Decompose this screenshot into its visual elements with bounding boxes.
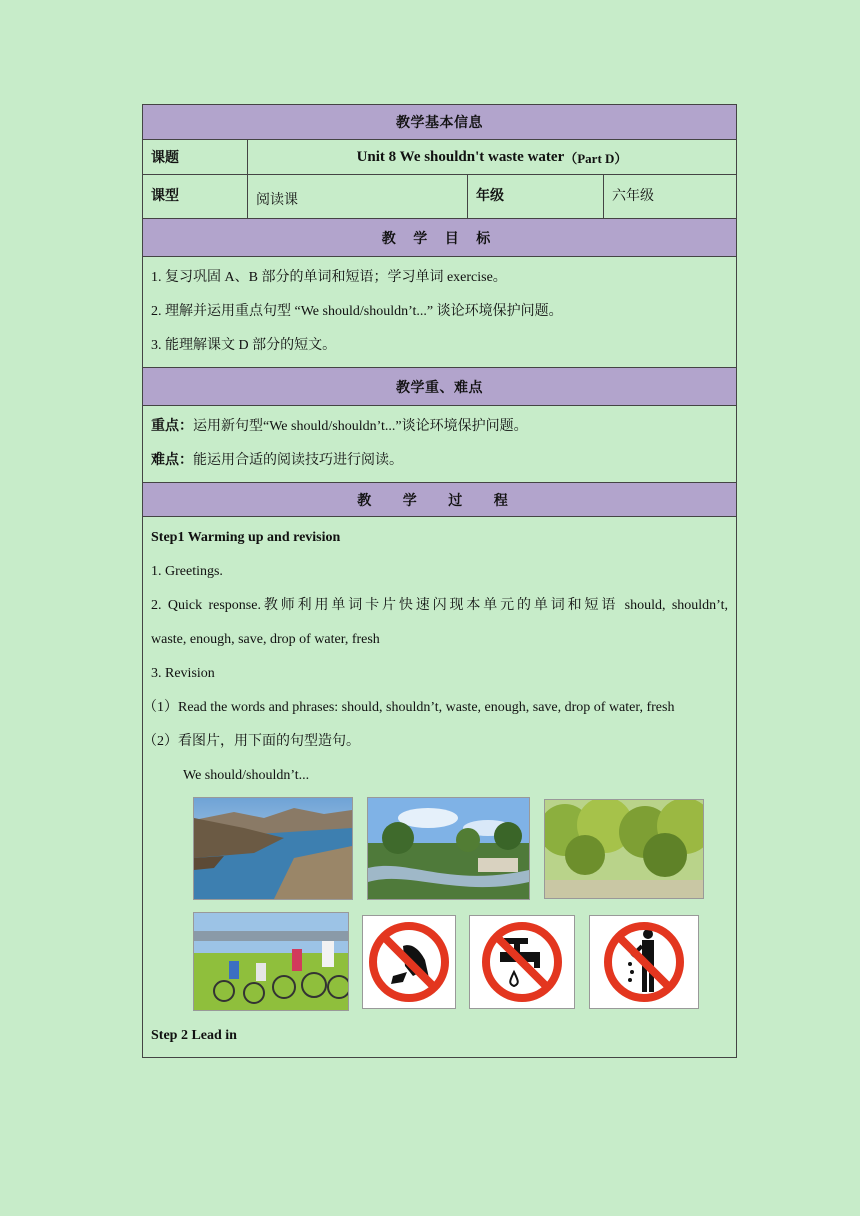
park-stream-photo <box>367 797 530 900</box>
key-point <box>151 410 728 444</box>
step1-quick-response: 2. Quick response.教师利用单词卡片快速闪现本单元的单词和短语 should, shouldn’t, <box>151 598 728 613</box>
process-block <box>143 517 736 1057</box>
goal-item: 3. 能理解课文 D 部分的短文。 <box>151 338 337 353</box>
type-value: 阅读课 <box>248 175 468 218</box>
step1-title: Step1 Warming up and revision <box>151 530 341 545</box>
section-header-keypoints: 教学重、难点 <box>143 368 736 406</box>
type-label: 课型 <box>143 175 248 218</box>
revision-sub2: （2）看图片，用下面的句型造句。 <box>143 734 360 749</box>
section-header-process: 教 学 过 程 <box>143 483 736 517</box>
picture-row-1 <box>193 797 728 900</box>
grade-value: 六年级 <box>612 189 654 204</box>
step1-greetings: 1. Greetings. <box>151 564 223 579</box>
topic-title-part: （Part D） <box>564 150 628 166</box>
type-grade-row <box>143 175 736 219</box>
goal-item: 1. 复习巩固 A、B 部分的单词和短语；学习单词 exercise。 <box>151 270 507 285</box>
no-water-waste-sign <box>469 915 575 1009</box>
key-text: 运用新句型“We should/shouldn’t...”谈论环境保护问题。 <box>193 419 528 434</box>
step1-revision: 3. Revision <box>151 666 215 681</box>
section-header-basic-info: 教学基本信息 <box>143 105 736 140</box>
keypoints-block <box>143 406 736 483</box>
difficulty-point <box>151 444 728 478</box>
lesson-plan-table <box>142 104 737 1058</box>
revision-sub1: （1）Read the words and phrases: should, shouldn’t, waste, enough, save, drop of water, fresh <box>143 700 675 715</box>
topic-title <box>248 140 736 174</box>
sentence-pattern: We should/shouldn’t... <box>183 768 310 783</box>
goal-item: 2. 理解并运用重点句型 “We should/shouldn’t...” 谈论环境保护问题。 <box>151 304 563 319</box>
difficulty-label: 难点： <box>151 453 193 468</box>
section-header-goals: 教 学 目 标 <box>143 219 736 257</box>
family-cycling-photo <box>193 912 349 1011</box>
no-littering-sign <box>589 915 699 1009</box>
goals-list <box>143 257 736 368</box>
forest-photo <box>544 799 704 899</box>
no-hunting-sign <box>362 915 456 1009</box>
topic-label: 课题 <box>143 140 248 174</box>
grade-label: 年级 <box>468 175 604 218</box>
difficulty-text: 能运用合适的阅读技巧进行阅读。 <box>193 453 403 468</box>
key-label: 重点： <box>151 419 193 434</box>
topic-title-en: Unit 8 We shouldn't waste water <box>356 148 565 165</box>
step2-title: Step 2 Lead in <box>151 1028 237 1043</box>
topic-row <box>143 140 736 175</box>
step1-quick-response-cont: waste, enough, save, drop of water, fresh <box>151 632 380 647</box>
picture-row-2 <box>193 912 728 1011</box>
lake-photo <box>193 797 353 900</box>
